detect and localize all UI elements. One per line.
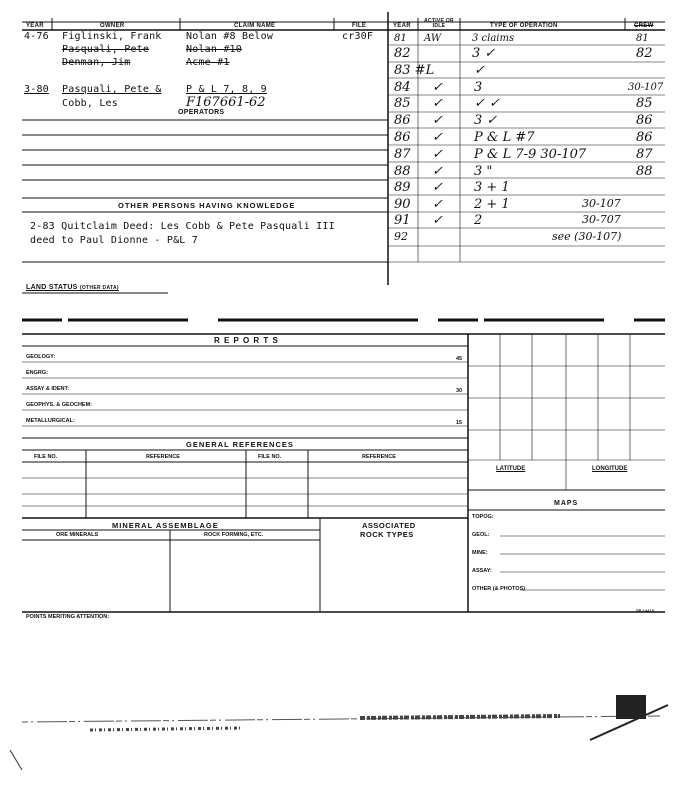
report-row-num: 30 xyxy=(456,388,463,394)
activity-year: 81 xyxy=(394,33,407,44)
owner-row-year: 3-80 xyxy=(24,84,49,95)
activity-crew: 88 xyxy=(636,164,653,179)
activity-crew: 86 xyxy=(636,130,653,145)
activity-year: 88 xyxy=(394,164,411,179)
activity-active: AW xyxy=(424,33,442,44)
activity-type: 2 + 1 xyxy=(474,197,510,212)
activity-type: ✓ ✓ xyxy=(474,96,500,111)
activity-active: ✓ xyxy=(432,164,443,179)
reports-label: R E P O R T S xyxy=(214,336,279,345)
activity-crew: 81 xyxy=(636,33,649,44)
activity-year: 86 xyxy=(394,130,411,145)
owner-row-year: 4-76 xyxy=(24,31,49,42)
activity-active: ✓ xyxy=(432,147,443,162)
activity-crew: 30-107 xyxy=(628,82,664,93)
header-type-of-operation: TYPE OF OPERATION xyxy=(490,23,558,29)
rock-forming-label: ROCK FORMING, ETC. xyxy=(204,532,264,538)
activity-year: 90 xyxy=(394,197,411,212)
owner-row-claim: Acme #1 xyxy=(186,57,230,68)
header-crew: CREW xyxy=(634,23,654,29)
activity-type: 3 claims xyxy=(472,33,515,44)
owner-row-name: Pasquali, Pete & xyxy=(62,84,162,95)
header-active-idle: ACTIVE OR IDLE xyxy=(424,18,454,29)
activity-year: 82 xyxy=(394,46,411,61)
activity-year: 87 xyxy=(394,147,411,162)
activity-crew: 30-707 xyxy=(582,213,621,226)
refs-header-reference: REFERENCE xyxy=(146,454,180,460)
activity-year: 83 #L xyxy=(394,63,435,78)
owner-row-name: Pasquali, Pete xyxy=(62,44,150,55)
mineral-assemblage-label: MINERAL ASSEMBLAGE xyxy=(112,521,219,530)
header-year-2: YEAR xyxy=(393,23,411,29)
report-row-label: GEOPHYS. & GEOCHEM: xyxy=(26,402,93,408)
owner-row-claim-handwritten: F167661-62 xyxy=(186,95,266,110)
activity-year: 92 xyxy=(394,230,408,243)
owner-row-claim: P & L 7, 8, 9 xyxy=(186,84,267,95)
activity-active: ✓ xyxy=(432,180,443,195)
activity-active: ✓ xyxy=(432,80,443,95)
report-row-label: ASSAY & IDENT: xyxy=(26,386,70,392)
report-row-num: 45 xyxy=(456,356,463,362)
operators-label: OPERATORS xyxy=(178,109,225,116)
maps-row-label: MINE: xyxy=(472,550,488,556)
rock-types-label: ROCK TYPES xyxy=(360,530,414,539)
activity-year: 91 xyxy=(394,213,411,228)
activity-type: 3 xyxy=(474,80,483,95)
refs-header-file-no-2: FILE NO. xyxy=(258,454,282,460)
latitude-label: LATITUDE xyxy=(496,466,526,472)
activity-active: ✓ xyxy=(432,113,443,128)
activity-active: ✓ xyxy=(432,96,443,111)
associated-rock-label: ASSOCIATED xyxy=(362,521,416,530)
activity-year: 89 xyxy=(394,180,411,195)
activity-crew: 87 xyxy=(636,147,653,162)
report-row-label: ENGRG: xyxy=(26,370,48,376)
report-row-label: METALLURGICAL: xyxy=(26,418,75,424)
activity-crew: 86 xyxy=(636,113,653,128)
maps-row-label: OTHER (& PHOTOS) xyxy=(472,586,526,592)
activity-year: 85 xyxy=(394,96,411,111)
activity-type: 3 " xyxy=(474,164,493,179)
owner-row-name: Denman, Jim xyxy=(62,57,131,68)
activity-active: ✓ xyxy=(432,130,443,145)
maps-row-label: ASSAY: xyxy=(472,568,492,574)
report-row-label: GEOLOGY: xyxy=(26,354,56,360)
activity-active: ✓ xyxy=(432,197,443,212)
maps-row-label: TOPOG: xyxy=(472,514,494,520)
header-claim-name: CLAIM NAME xyxy=(234,23,276,29)
header-file: FILE xyxy=(352,23,367,29)
activity-type: see (30-107) xyxy=(552,230,622,243)
owner-row-claim: Nolan #8 Below xyxy=(186,31,274,42)
activity-crew: 85 xyxy=(636,96,653,111)
activity-type: 3 + 1 xyxy=(474,180,510,195)
form-id: SP-14415 xyxy=(636,608,654,613)
ore-minerals-label: ORE MINERALS xyxy=(56,532,99,538)
maps-label: MAPS xyxy=(554,500,579,507)
activity-type: P & L #7 xyxy=(474,130,535,145)
owner-row-file: cr30F xyxy=(342,31,374,42)
other-persons-line: deed to Paul Dionne - P&L 7 xyxy=(30,235,198,246)
activity-year: 86 xyxy=(394,113,411,128)
other-persons-line: 2-83 Quitclaim Deed: Les Cobb & Pete Pasquali III xyxy=(30,221,335,232)
refs-header-file-no: FILE NO. xyxy=(34,454,58,460)
report-row-num: 15 xyxy=(456,420,463,426)
owner-row-claim: Nolan #10 xyxy=(186,44,242,55)
activity-year: 84 xyxy=(394,80,411,95)
land-status-label xyxy=(26,284,119,291)
activity-type: P & L 7-9 30-107 xyxy=(474,147,587,162)
activity-crew: 30-107 xyxy=(582,197,621,210)
header-year: YEAR xyxy=(26,23,44,29)
header-owner: OWNER xyxy=(100,23,125,29)
owner-row-name: Cobb, Les xyxy=(62,98,118,109)
activity-type: 3 ✓ xyxy=(474,113,498,128)
maps-row-label: GEOL: xyxy=(472,532,490,538)
longitude-label: LONGITUDE xyxy=(592,466,628,472)
activity-type: 2 xyxy=(474,213,483,228)
activity-crew: 82 xyxy=(636,46,653,61)
activity-active: ✓ xyxy=(432,213,443,228)
refs-header-reference-2: REFERENCE xyxy=(362,454,396,460)
owner-row-name: Figlinski, Frank xyxy=(62,31,162,42)
other-persons-label: OTHER PERSONS HAVING KNOWLEDGE xyxy=(118,201,296,210)
activity-type: ✓ xyxy=(474,63,485,78)
activity-type: 3 ✓ xyxy=(472,46,496,61)
general-references-label: GENERAL REFERENCES xyxy=(186,440,294,449)
land-status-title: LAND STATUS xyxy=(26,284,78,291)
land-status-sub: (OTHER DATA) xyxy=(79,285,119,291)
points-meriting-label: POINTS MERITING ATTENTION: xyxy=(26,614,110,620)
